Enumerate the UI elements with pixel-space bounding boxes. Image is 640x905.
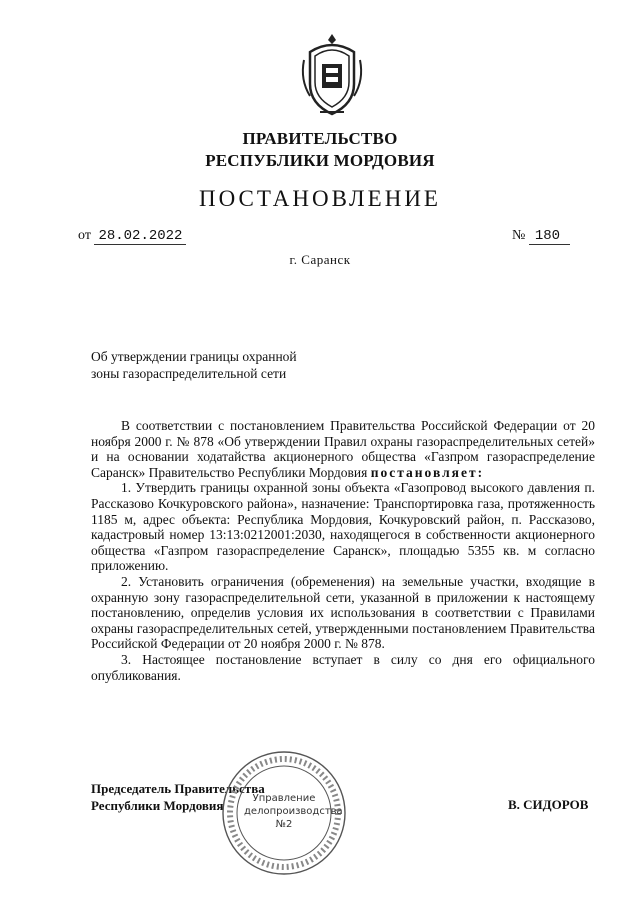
document-body (91, 418, 595, 683)
intro-paragraph (91, 418, 595, 480)
city: г. Саранск (289, 252, 351, 267)
intro-keyword: постановляет: (370, 464, 485, 480)
date-prefix: от (78, 228, 91, 243)
number-prefix: № (512, 228, 526, 243)
document-type-heading: ПОСТАНОВЛЕНИЕ (199, 186, 441, 211)
date-value: 28.02.2022 (94, 228, 186, 245)
government-title-line1: ПРАВИТЕЛЬСТВО (242, 129, 398, 148)
item-3: 3. Настоящее постановление вступает в силу со дня его официального опубликования. (91, 651, 595, 683)
stamp-line1: Управление (252, 793, 316, 804)
date-field (78, 228, 186, 244)
subject-line2: зоны газораспределительной сети (91, 366, 287, 381)
subject-block (91, 348, 351, 382)
signatory-name: В. СИДОРОВ (508, 797, 589, 812)
number-field (512, 228, 570, 244)
item-2: 2. Установить ограничения (обременения) на земельные участки, входящие в охранную зону газораспределительной сети, указанной в приложении к настоящему постановлению, определив условия их использования в соответствии с Правилами охраны газораспределительных сетей, утвержденными постановлением Правительства Российской Федерации от 20 ноября 2000 г. № 878. (91, 573, 595, 652)
stamp-line3: №2 (275, 819, 293, 830)
signatory-title-line1: Председатель Правительства (91, 781, 265, 796)
stamp-text (244, 792, 343, 831)
intro-text: В соответствии с постановлением Правительства Российской Федерации от 20 ноября 2000 г. № 878 «Об утверждении Правил охраны газораспределительных сетей» и на основании ходатайства акционерного общества «Газпром газораспределение Саранск» Правительство Республики Мордовия (91, 418, 595, 480)
number-value: 180 (529, 228, 570, 245)
government-title-line2: РЕСПУБЛИКИ МОРДОВИЯ (205, 151, 435, 170)
coat-of-arms-icon (296, 30, 368, 118)
item-1: 1. Утвердить границы охранной зоны объекта «Газопровод высокого давления п. Рассказово Кочкуровского района», назначение: Транспортировка газа, протяженность 1185 м, адрес объекта: Республика Мордовия, Кочкуровский район, п. Рассказово, кадастровый номер 13:13:0212001:2030, находящегося в собственности акционерного общества «Газпром газораспределение Саранск», площадью 5355 кв. м согласно приложению. (91, 480, 595, 574)
signatory-title-line2: Республики Мордовия (91, 798, 224, 813)
subject-line1: Об утверждении границы охранной (91, 349, 297, 364)
stamp-line2: делопроизводства (244, 806, 343, 817)
